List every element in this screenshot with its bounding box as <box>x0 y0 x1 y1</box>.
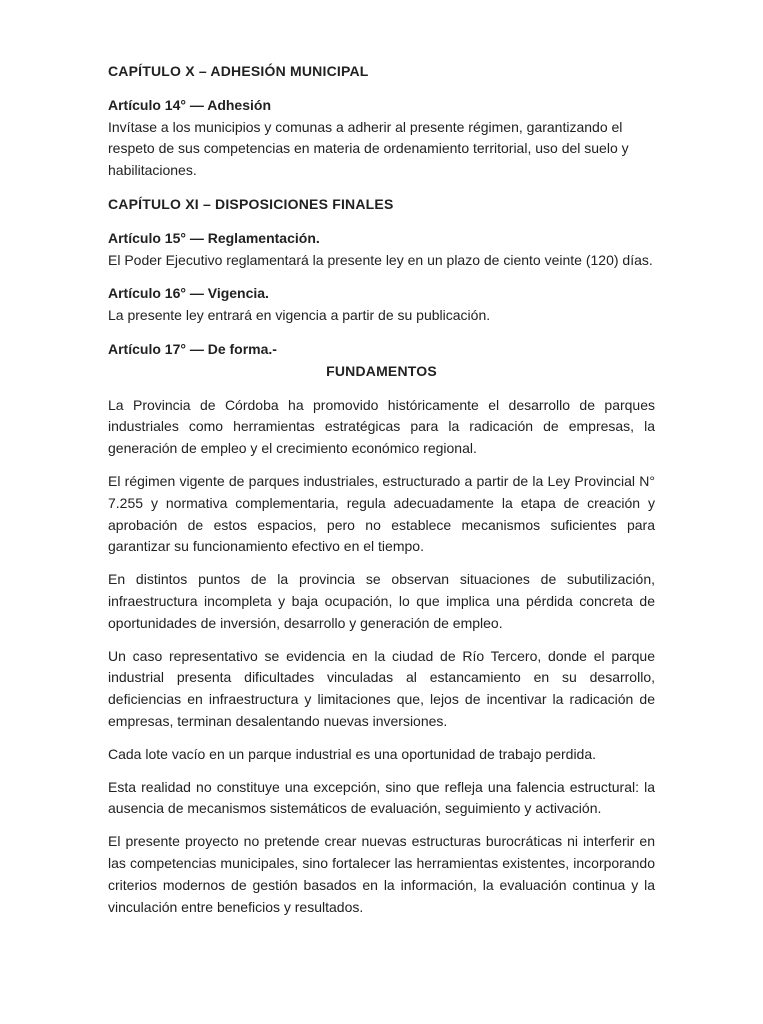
paragraph: Un caso representativo se evidencia en la ciudad de Río Tercero, donde el parque industrial presenta dificultades vinculadas al estancamiento en su desarrollo, deficiencias en infraestructura y limitaciones que, lejos de incentivar la radicación de empresas, terminan desalentando nuevas inversiones. <box>108 647 655 729</box>
article-body: El Poder Ejecutivo reglamentará la presente ley en un plazo de ciento veinte (120) días. <box>108 251 653 268</box>
paragraph: Cada lote vacío en un parque industrial es una oportunidad de trabajo perdida. <box>108 745 597 762</box>
paragraph: Esta realidad no constituye una excepción, sino que refleja una falencia estructural: la ausencia de mecanismos sistemáticos de evaluación, seguimiento y activación. <box>108 778 655 817</box>
article-body: La presente ley entrará en vigencia a partir de su publicación. <box>108 307 491 324</box>
paragraph: El presente proyecto no pretende crear nuevas estructuras burocráticas ni interferir en las competencias municipales, sino fortalecer las herramientas existentes, incorporando criterios modernos de gestión basados en la información, la evaluación continua y la vinculación entre beneficios y resultados. <box>108 833 655 915</box>
article-body: Invítase a los municipios y comunas a adherir al presente régimen, garantizando el respeto de sus competencias en materia de ordenamiento territorial, uso del suelo y habilitaciones. <box>108 118 629 179</box>
article-heading: Artículo 14° — Adhesión <box>108 96 271 113</box>
chapter-heading: CAPÍTULO X – ADHESIÓN MUNICIPAL <box>108 63 369 79</box>
paragraph: La Provincia de Córdoba ha promovido históricamente el desarrollo de parques industriales como herramientas estratégicas para la radicación de empresas, la generación de empleo y el crecimiento económico regional. <box>108 396 655 457</box>
section-title: FUNDAMENTOS <box>326 362 437 379</box>
paragraph: En distintos puntos de la provincia se observan situaciones de subutilización, infraestructura incompleta y baja ocupación, lo que implica una pérdida concreta de oportunidades de inversión, desarrollo y generación de empleo. <box>108 571 655 631</box>
article-heading: Artículo 15° — Reglamentación. <box>108 229 320 246</box>
article-heading: Artículo 16° — Vigencia. <box>108 285 269 302</box>
paragraph: El régimen vigente de parques industriales, estructurado a partir de la Ley Provincial N° 7.255 y normativa complementaria, regula adecuadamente la etapa de creación y aprobación de estos espacios, pero no establece mecanismos suficientes para garantizar su funcionamiento efectivo en el tiempo. <box>108 472 655 555</box>
chapter-heading: CAPÍTULO XI – DISPOSICIONES FINALES <box>108 195 394 212</box>
article-heading: Artículo 17° — De forma.- <box>108 340 277 357</box>
